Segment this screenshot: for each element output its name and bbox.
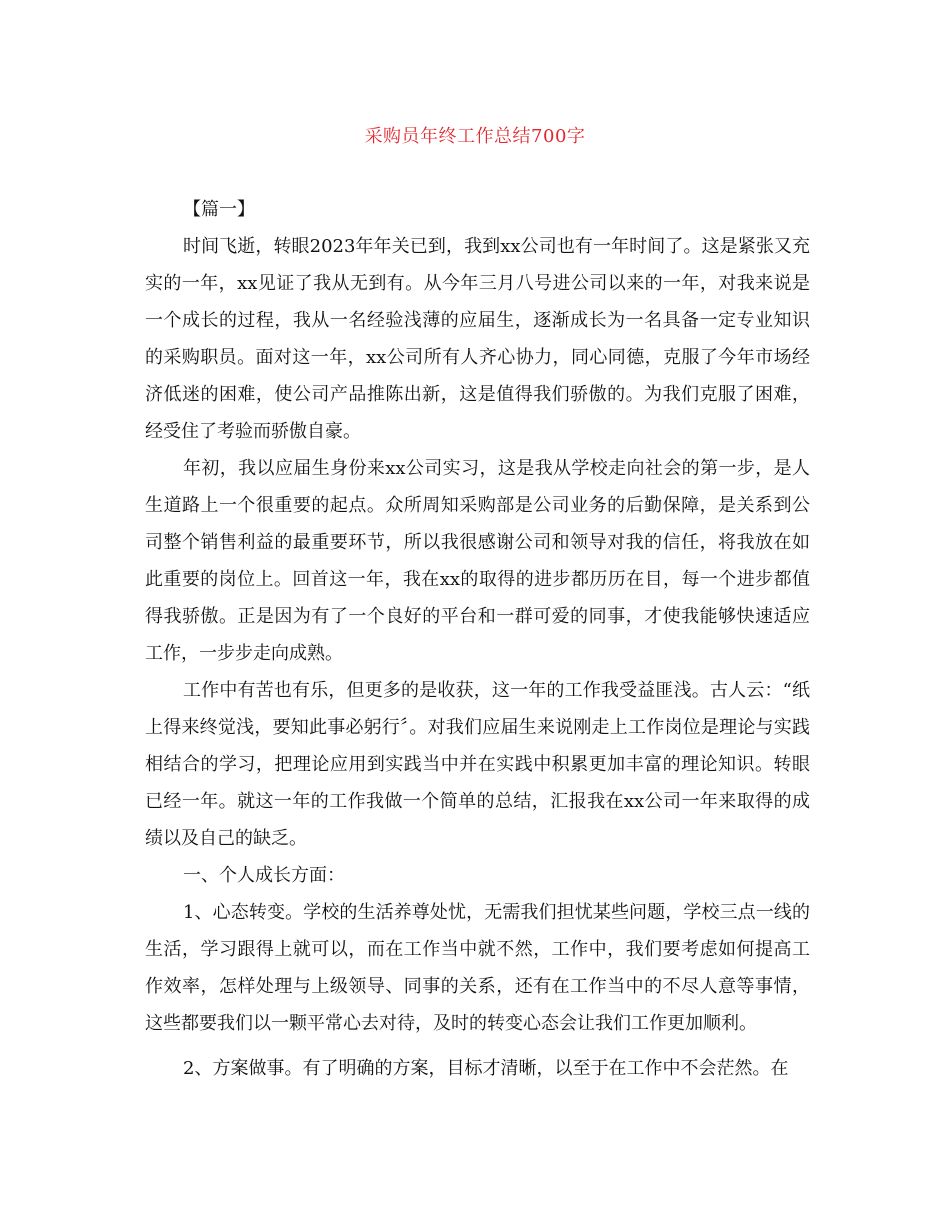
document-title: 采购员年终工作总结700字 xyxy=(364,126,586,147)
paragraph: 年初，我以应届生身份来xx公司实习，这是我从学校走向社会的第一步，是人生道路上一个很重要的起点。众所周知采购部是公司业务的后勤保障，是关系到公司整个销售利益的最重要环节，所以我很感谢公司和领导对我的信任，将我放在如此重要的岗位上。回首这一年，我在xx的取得的进步都历历在目，每一个进步都值得我骄傲。正是因为有了一个良好的平台和一群可爱的同事，才使我能够快速适应工作，一步步走向成熟。 xyxy=(145,458,810,664)
paragraph: 工作中有苦也有乐，但更多的是收获，这一年的工作我受益匪浅。古人云：“纸上得来终觉浅，要知此事必躬行〞。对我们应届生来说刚走上工作岗位是理论与实践相结合的学习，把理论应用到实践当中并在实践中积累更加丰富的理论知识。转眼已经一年。就这一年的工作我做一个简单的总结，汇报我在xx公司一年来取得的成绩以及自己的缺乏。 xyxy=(145,680,810,849)
document-body xyxy=(145,191,810,1087)
paragraph: 1、心态转变。学校的生活养尊处忧，无需我们担忧某些问题，学校三点一线的生活，学习跟得上就可以，而在工作当中就不然，工作中，我们要考虑如何提高工作效率，怎样处理与上级领导、同事的关系，还有在工作当中的不尽人意等事情，这些都要我们以一颗平常心去对待，及时的转变心态会让我们工作更加顺利。 xyxy=(145,902,810,1034)
paragraph: 时间飞逝，转眼2023年年关已到，我到xx公司也有一年时间了。这是紧张又充实的一年，xx见证了我从无到有。从今年三月八号进公司以来的一年，对我来说是一个成长的过程，我从一名经验浅薄的应届生，逐渐成长为一名具备一定专业知识的采购职员。面对这一年，xx公司所有人齐心协力，同心同德，克服了今年市场经济低迷的困难，使公司产品推陈出新，这是值得我们骄傲的。为我们克服了困难，经受住了考验而骄傲自豪。 xyxy=(145,236,810,442)
paragraph: 2、方案做事。有了明确的方案，目标才清晰，以至于在工作中不会茫然。在 xyxy=(183,1058,789,1079)
section-label: 【篇一】 xyxy=(183,199,255,220)
subheading: 一、个人成长方面： xyxy=(183,865,345,886)
